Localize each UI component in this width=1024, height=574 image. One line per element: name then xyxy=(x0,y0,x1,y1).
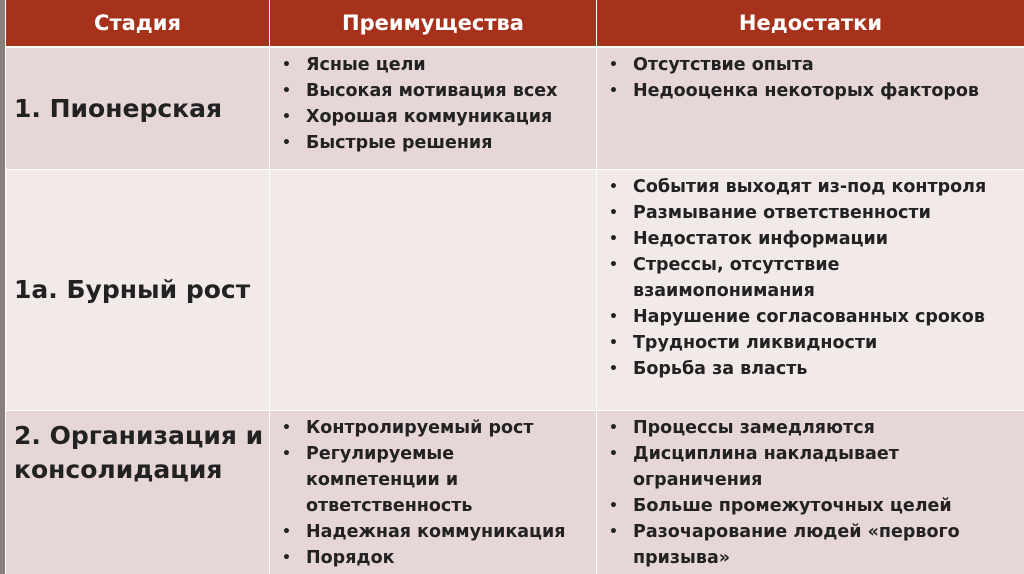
list-item-text: Размывание ответственности xyxy=(633,203,931,223)
disadvantages-cell xyxy=(597,411,1024,574)
list-item-text: Надежная коммуникация xyxy=(306,522,566,542)
stages-table xyxy=(5,0,1024,574)
disadvantages-cell xyxy=(597,47,1024,170)
bullet-icon: • xyxy=(282,524,291,540)
list-item-text: Высокая мотивация всех xyxy=(306,81,558,101)
list-item xyxy=(282,104,590,130)
bullet-icon: • xyxy=(609,179,618,195)
disadvantages-list xyxy=(597,48,1024,104)
list-item-text: Контролируемый рост xyxy=(306,418,534,438)
list-item-text: Хорошая коммуникация xyxy=(306,107,553,127)
advantages-list xyxy=(270,48,596,156)
list-item-text: Больше промежуточных целей xyxy=(633,496,952,516)
header-advantages: Преимущества xyxy=(270,0,597,47)
bullet-icon: • xyxy=(609,205,618,221)
list-item xyxy=(609,356,1018,382)
advantages-cell xyxy=(270,411,597,574)
stage-cell: 1а. Бурный рост xyxy=(6,170,270,411)
list-item-text: Трудности ликвидности xyxy=(633,333,878,353)
list-item xyxy=(609,493,1018,519)
list-item-text: Регулируемые компетенции и ответственность xyxy=(306,444,473,516)
list-item-text: Ясные цели xyxy=(306,55,426,75)
list-item xyxy=(282,130,590,156)
list-item-text: Стрессы, отсутствие взаимопонимания xyxy=(633,255,840,301)
bullet-icon: • xyxy=(609,446,618,462)
list-item-text: Разочарование людей «первого призыва» xyxy=(633,522,960,568)
list-item-text: Дисциплина накладывает ограничения xyxy=(633,444,899,490)
bullet-icon: • xyxy=(282,550,291,566)
list-item xyxy=(609,304,1018,330)
advantages-cell xyxy=(270,170,597,411)
advantages-cell xyxy=(270,47,597,170)
stage-cell: 2. Организация и консолидация xyxy=(6,411,270,574)
header-row xyxy=(6,0,1024,47)
list-item xyxy=(282,78,590,104)
list-item-text: Порядок xyxy=(306,548,395,568)
list-item xyxy=(609,226,1018,252)
bullet-icon: • xyxy=(609,498,618,514)
list-item xyxy=(609,78,1018,104)
list-item xyxy=(609,52,1018,78)
stage-cell: 1. Пионерская xyxy=(6,47,270,170)
header-disadvantages: Недостатки xyxy=(597,0,1024,47)
bullet-icon: • xyxy=(609,83,618,99)
table-row xyxy=(6,47,1024,170)
bullet-icon: • xyxy=(609,335,618,351)
list-item-text: Недостаток информации xyxy=(633,229,889,249)
list-item-text: Быстрые решения xyxy=(306,133,493,153)
bullet-icon: • xyxy=(609,524,618,540)
bullet-icon: • xyxy=(609,420,618,436)
bullet-icon: • xyxy=(282,109,291,125)
list-item-text: Процессы замедляются xyxy=(633,418,875,438)
advantages-list xyxy=(270,411,596,571)
list-item-text: Отсутствие опыта xyxy=(633,55,814,75)
disadvantages-list xyxy=(597,411,1024,571)
table-row xyxy=(6,411,1024,574)
list-item xyxy=(609,174,1018,200)
list-item-text: Борьба за власть xyxy=(633,359,808,379)
list-item xyxy=(282,441,590,519)
bullet-icon: • xyxy=(282,83,291,99)
list-item xyxy=(609,252,1018,304)
bullet-icon: • xyxy=(282,420,291,436)
list-item xyxy=(282,52,590,78)
bullet-icon: • xyxy=(282,446,291,462)
list-item-text: Недооценка некоторых факторов xyxy=(633,81,980,101)
list-item xyxy=(609,415,1018,441)
header-stage: Стадия xyxy=(6,0,270,47)
advantages-list xyxy=(270,170,596,174)
list-item xyxy=(282,519,590,545)
bullet-icon: • xyxy=(282,135,291,151)
list-item xyxy=(609,330,1018,356)
disadvantages-cell xyxy=(597,170,1024,411)
bullet-icon: • xyxy=(609,231,618,247)
list-item xyxy=(282,545,590,571)
bullet-icon: • xyxy=(609,309,618,325)
table-row xyxy=(6,170,1024,411)
list-item xyxy=(609,200,1018,226)
list-item-text: События выходят из-под контроля xyxy=(633,177,987,197)
list-item xyxy=(609,441,1018,493)
list-item-text: Нарушение согласованных сроков xyxy=(633,307,985,327)
list-item xyxy=(282,415,590,441)
bullet-icon: • xyxy=(609,361,618,377)
bullet-icon: • xyxy=(282,57,291,73)
disadvantages-list xyxy=(597,170,1024,382)
bullet-icon: • xyxy=(609,257,618,273)
bullet-icon: • xyxy=(609,57,618,73)
list-item xyxy=(609,519,1018,571)
